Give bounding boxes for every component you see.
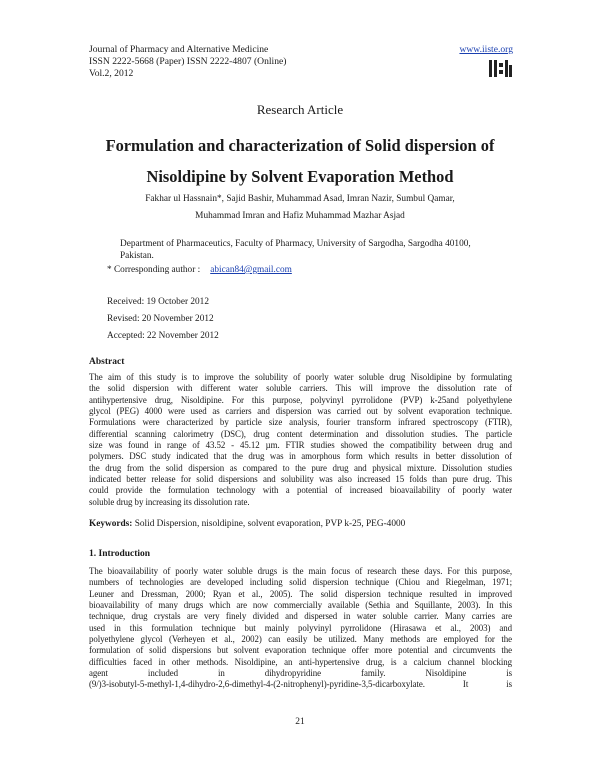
affiliation	[120, 238, 520, 262]
text-line: the drug from the solid dispersion as compared to the pure drug and physical mixture. Dissolution studies	[89, 462, 512, 473]
website-link[interactable]: www.iiste.org	[459, 44, 513, 55]
text-line: differential scanning calorimetry (DSC), drug content determination and dissolution studies. The particle	[89, 428, 512, 439]
article-title-line-2: Nisoldipine by Solvent Evaporation Method	[146, 167, 454, 186]
abstract-body	[89, 372, 512, 508]
journal-issn: ISSN 2222-5668 (Paper) ISSN 2222-4807 (Online)	[89, 56, 287, 67]
revised-date: Revised: 20 November 2012	[107, 314, 214, 324]
text-line: (9/)3-isobutyl-5-methyl-1,4-dihydro-2,6-dimethyl-4-(2-nitrophenyl)-pyridine-3,5-dicarboxylate. It is	[89, 679, 512, 690]
text-line: Leuner and Dressman, 2000; Ryan et al., 2005). The solid dispersion technique resulted in improved	[89, 588, 512, 599]
abstract-heading: Abstract	[89, 357, 125, 367]
affiliation-line: Pakistan.	[120, 251, 154, 261]
text-line: Formulations were characterized by particle size analysis, fourier transform infrared spectroscopy (FTIR),	[89, 417, 512, 428]
text-line: soluble drug by increasing its dissolution rate.	[89, 496, 250, 507]
text-line: agent included in dihydropyridine family. Nisoldipine is	[89, 668, 512, 679]
text-line: bioavailability of many drugs which are now commercially available (Sethia and Squillante, 2003). In this	[89, 600, 512, 611]
article-type: Research Article	[256, 102, 344, 117]
affiliation-line: Department of Pharmaceutics, Faculty of Pharmacy, University of Sargodha, Sargodha 40100,	[120, 239, 471, 249]
iiste-logo-icon	[489, 59, 513, 78]
keywords-text: Solid Dispersion, nisoldipine, solvent evaporation, PVP k-25, PEG-4000	[134, 519, 406, 529]
authors-line: Muhammad Imran and Hafiz Muhammad Mazhar Asjad	[195, 211, 405, 221]
accepted-date: Accepted: 22 November 2012	[107, 331, 219, 341]
corresponding-author	[107, 265, 292, 275]
text-line: technique, drug crystals are very finely divided and dispersed in water soluble carrier. Many carries are	[89, 611, 512, 622]
keywords-label: Keywords:	[89, 519, 133, 529]
corresponding-label: * Corresponding author :	[107, 265, 201, 275]
text-line: antihypertensive drug, Nisoldipine. For this purpose, polyvinyl pyrrolidone (PVP) k-25and polyethylene	[89, 394, 512, 405]
text-line: polymers. DSC study indicated that the drug was in amorphous form which results in better dissolution of	[89, 451, 512, 462]
text-line: numbers of technologies are developed including solid dispersion technique (Chiou and Riegelman, 1971;	[89, 577, 512, 588]
text-line: difficulties faced in other methods. Nisoldipine, an anti-hypertensive drug, is a calcium channel blocking	[89, 656, 512, 667]
received-date: Received: 19 October 2012	[107, 297, 209, 307]
text-line: used in this formulation technique but mainly polyvinyl pyrrolidone (Hirasawa et al., 2003) and	[89, 622, 512, 633]
text-line: formulation of solid dispersions but solvent evaporation technique offer more potential and circumvents the	[89, 645, 512, 656]
text-line: the solid dispersion with different water soluble carriers. This will improve the dissolution rate of	[89, 383, 512, 394]
journal-name: Journal of Pharmacy and Alternative Medicine	[89, 44, 269, 55]
keywords	[89, 519, 405, 529]
authors-line: Fakhar ul Hassnain*, Sajid Bashir, Muhammad Asad, Imran Nazir, Sumbul Qamar,	[145, 194, 455, 204]
text-line: glycol (PEG) 4000 were used as carriers and dispersion was carried out by solvent evaporation technique.	[89, 406, 512, 417]
text-line: indicated better release for solid dispersions and solubility was also increased 15 folds than pure drug. This	[89, 474, 512, 485]
text-line: polyethylene glycol (Verheyen et al., 2002) can easily be utilized. Many methods are employed for the	[89, 634, 512, 645]
author-list	[60, 191, 540, 225]
text-line: size was found in range of 43.52 - 45.12 µm. FTIR studies showed the compatibility between drug and	[89, 440, 512, 451]
page-number: 21	[295, 717, 305, 727]
article-title-line-1: Formulation and characterization of Solid dispersion of	[105, 136, 495, 155]
introduction-heading: 1. Introduction	[89, 549, 151, 559]
text-line: The aim of this study is to improve the solubility of poorly water soluble drug Nisoldipine by formulating	[89, 372, 512, 382]
article-dates	[107, 294, 219, 345]
introduction-body	[89, 566, 512, 691]
journal-info	[89, 44, 286, 80]
journal-volume: Vol.2, 2012	[89, 68, 134, 79]
text-line: The bioavailability of poorly water soluble drugs is the main focus of research these days. For this purpose,	[89, 566, 512, 576]
text-line: could provide the formulation technology with a potential of increased bioavailability of poorly water	[89, 485, 512, 496]
corresponding-email-link[interactable]: abican84@gmail.com	[210, 265, 292, 275]
